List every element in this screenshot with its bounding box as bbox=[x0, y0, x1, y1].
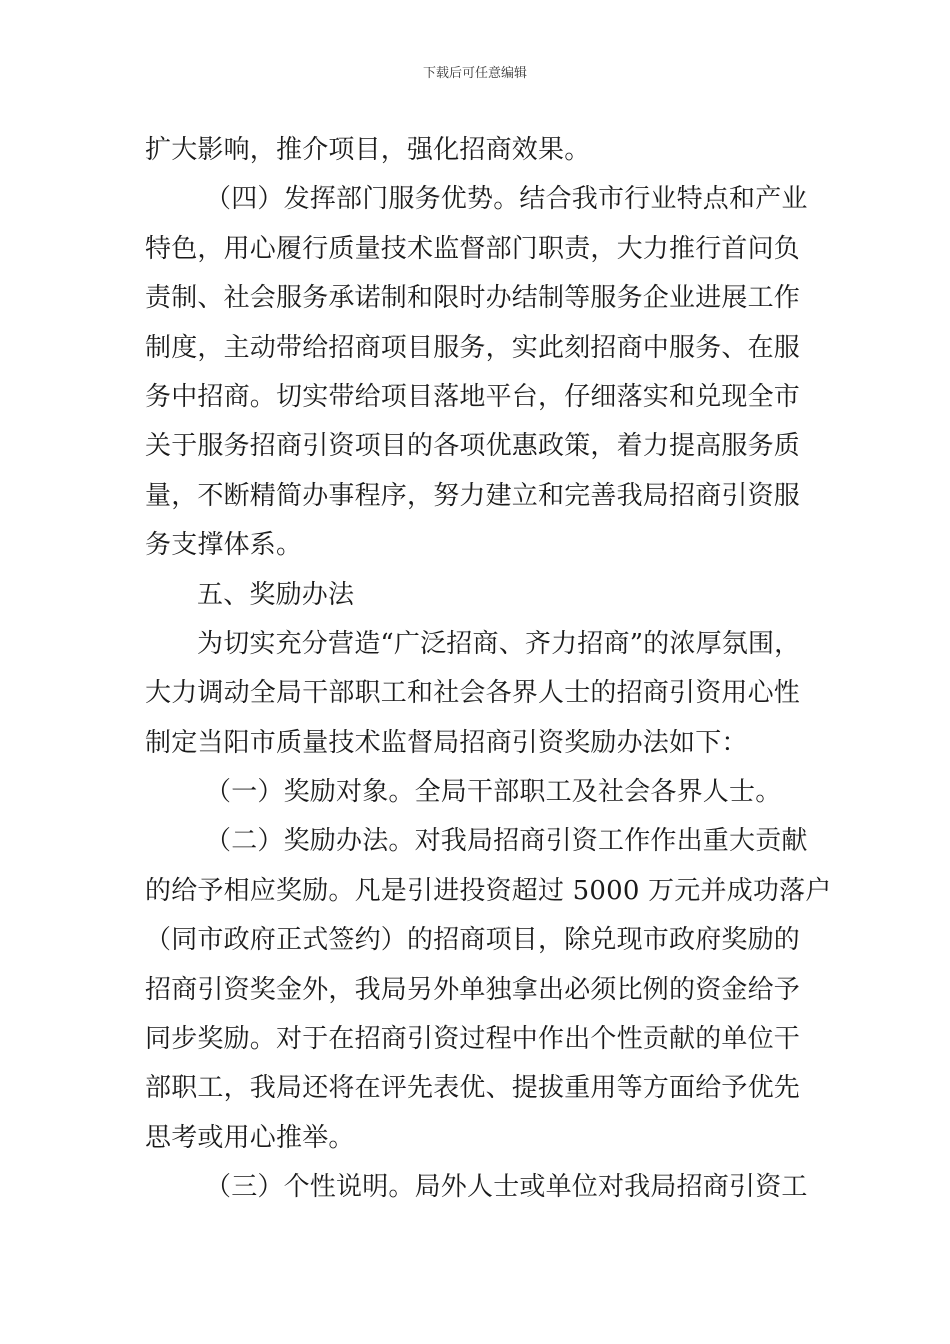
text-line: 量，不断精简办事程序，努力建立和完善我局招商引资服 bbox=[145, 480, 801, 511]
page-header: 下载后可任意编辑 bbox=[422, 66, 527, 81]
text-line: 特色，用心履行质量技术监督部门职责，大力推行首问负 bbox=[145, 233, 801, 264]
text-line: 制定当阳市质量技术监督局招商引资奖励办法如下： bbox=[145, 727, 748, 758]
text-line: （四）发挥部门服务优势。结合我市行业特点和产业 bbox=[205, 184, 808, 215]
text-line: 的给予相应奖励。凡是引进投资超过 5000 万元并成功落户 bbox=[145, 875, 832, 906]
text-line: （二）奖励办法。对我局招商引资工作作出重大贡献 bbox=[205, 826, 808, 857]
text-line: 扩大影响，推介项目，强化招商效果。 bbox=[145, 135, 591, 165]
text-line: 为切实充分营造“广泛招商、齐力招商”的浓厚氛围， bbox=[197, 628, 801, 659]
text-line: 关于服务招商引资项目的各项优惠政策，着力提高服务质 bbox=[145, 431, 801, 462]
text-line: 责制、社会服务承诺制和限时办结制等服务企业进展工作 bbox=[145, 283, 801, 314]
text-line: （同市政府正式签约）的招商项目，除兑现市政府奖励的 bbox=[145, 925, 801, 956]
text-line: 大力调动全局干部职工和社会各界人士的招商引资用心性 bbox=[145, 678, 801, 709]
section-heading: 五、奖励办法 bbox=[197, 579, 355, 610]
text-line: （三）个性说明。局外人士或单位对我局招商引资工 bbox=[205, 1172, 808, 1203]
text-line: 务中招商。切实带给项目落地平台，仔细落实和兑现全市 bbox=[145, 381, 801, 412]
text-line: 务支撑体系。 bbox=[145, 530, 303, 561]
text-line: 招商引资奖金外，我局另外单独拿出必须比例的资金给予 bbox=[145, 974, 801, 1005]
text-line: 部职工，我局还将在评先表优、提拔重用等方面给予优先 bbox=[145, 1073, 801, 1104]
text-line: 同步奖励。对于在招商引资过程中作出个性贡献的单位干 bbox=[145, 1024, 801, 1055]
document-body bbox=[145, 126, 832, 1213]
text-line: （一）奖励对象。全局干部职工及社会各界人士。 bbox=[205, 777, 782, 808]
text-line: 思考或用心推举。 bbox=[145, 1122, 355, 1153]
text-line: 制度，主动带给招商项目服务，实此刻招商中服务、在服 bbox=[145, 332, 801, 363]
